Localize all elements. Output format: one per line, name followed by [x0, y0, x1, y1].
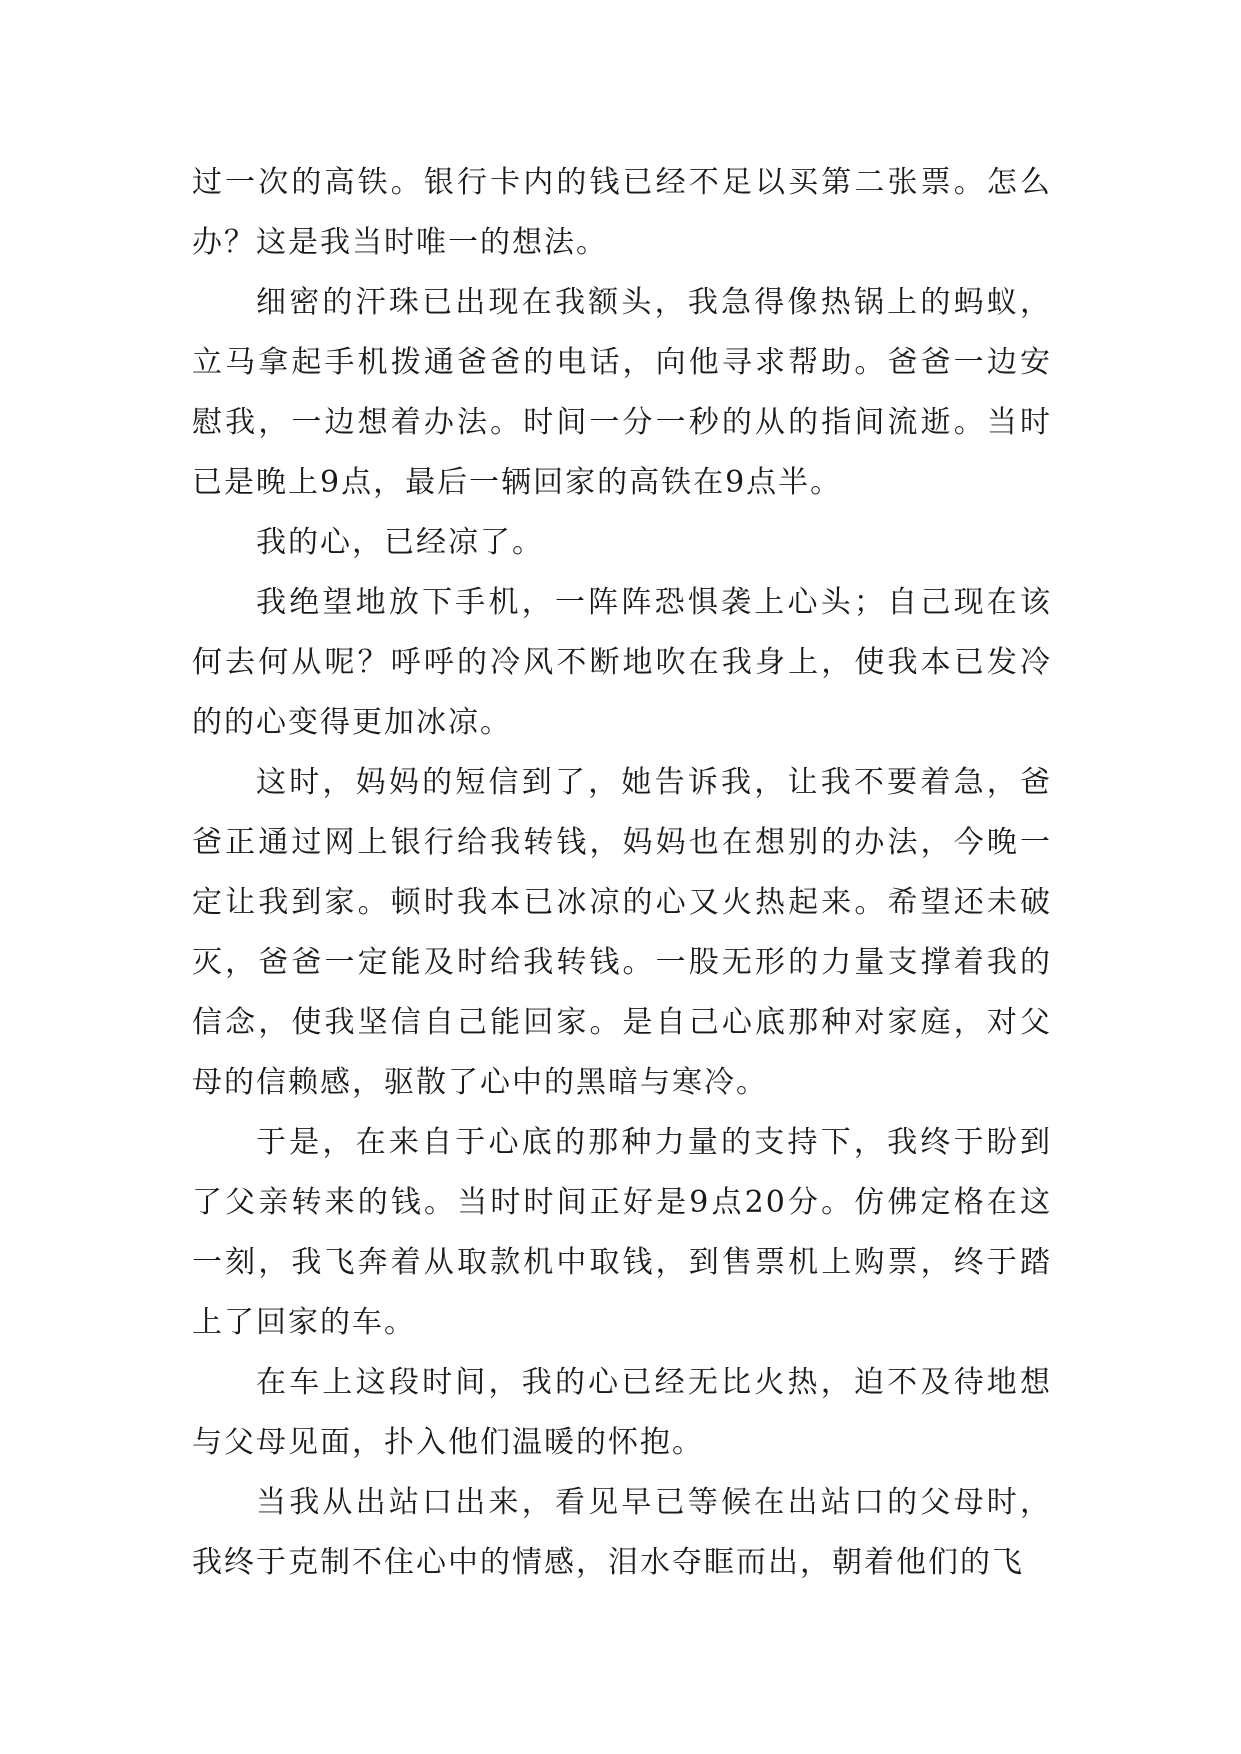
- paragraph-2: 细密的汗珠已出现在我额头，我急得像热锅上的蚂蚁，立马拿起手机拨通爸爸的电话，向他寻求帮助。爸爸一边安慰我，一边想着办法。时间一分一秒的从的指间流逝。当时已是晚上9点，最后一辆回家的高铁在9点半。: [192, 285, 1052, 500]
- paragraph-8: 当我从出站口出来，看见早已等候在出站口的父母时，我终于克制不住心中的情感，泪水夺眶而出，朝着他们的飞: [192, 1485, 1052, 1580]
- paragraph-5: 这时，妈妈的短信到了，她告诉我，让我不要着急，爸爸正通过网上银行给我转钱，妈妈也在想别的办法，今晚一定让我到家。顿时我本已冰凉的心又火热起来。希望还未破灭，爸爸一定能及时给我转钱。一股无形的力量支撑着我的信念，使我坚信自己能回家。是自己心底那种对家庭，对父母的信赖感，驱散了心中的黑暗与寒冷。: [192, 765, 1052, 1100]
- paragraph-6: 于是，在来自于心底的那种力量的支持下，我终于盼到了父亲转来的钱。当时时间正好是9点20分。仿佛定格在这一刻，我飞奔着从取款机中取钱，到售票机上购票，终于踏上了回家的车。: [192, 1125, 1052, 1340]
- paragraph-4: 我绝望地放下手机，一阵阵恐惧袭上心头；自己现在该何去何从呢？呼呼的冷风不断地吹在我身上，使我本已发冷的的心变得更加冰凉。: [192, 585, 1052, 740]
- paragraph-3: 我的心，已经凉了。: [256, 525, 544, 560]
- paragraph-7: 在车上这段时间，我的心已经无比火热，迫不及待地想与父母见面，扑入他们温暖的怀抱。: [192, 1365, 1052, 1460]
- body-text: [192, 153, 1052, 1593]
- paragraph-1: 过一次的高铁。银行卡内的钱已经不足以买第二张票。怎么办？这是我当时唯一的想法。: [192, 165, 1052, 260]
